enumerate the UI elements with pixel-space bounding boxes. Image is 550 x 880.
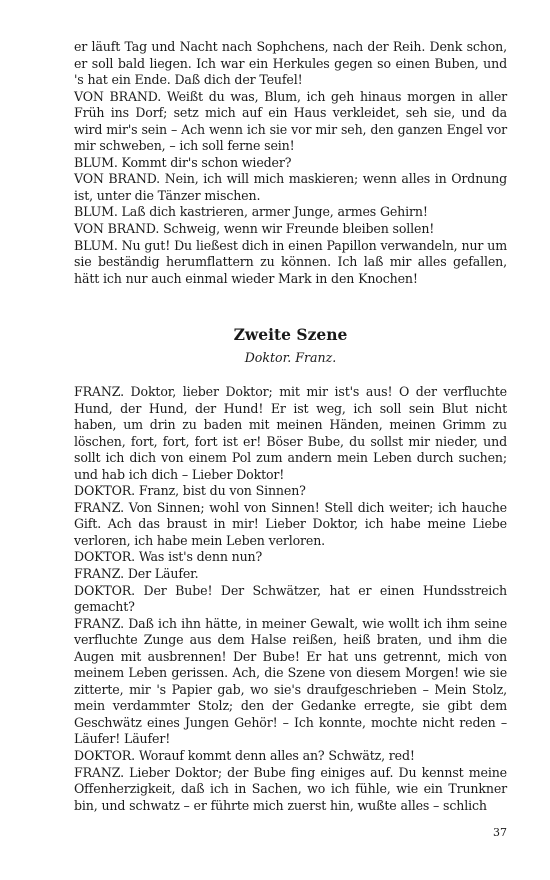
paragraph: BLUM. Kommt dir's schon wieder? <box>74 154 292 170</box>
scene-title: Zweite Szene <box>233 325 348 344</box>
paragraph: FRANZ. Von Sinnen; wohl von Sinnen! Stell dich weiter; ich hauche Gift. Ach das braust in mir! Lieber Doktor, ich habe meine Liebe verloren, ich habe mein Leben verloren. <box>74 499 507 548</box>
paragraph: DOKTOR. Worauf kommt denn alles an? Schwätz, red! <box>74 748 415 764</box>
paragraph: er läuft Tag und Nacht nach Sophchens, nach der Reih. Denk schon, er soll bald liegen. Ich war ein Herkules gegen so einen Buben, und 's hat ein Ende. Daß dich der Teufel! <box>74 39 507 88</box>
paragraph: DOKTOR. Der Bube! Der Schwätzer, hat er einen Hundsstreich gemacht? <box>74 582 507 615</box>
paragraph: FRANZ. Der Läufer. <box>74 566 199 582</box>
paragraph: VON BRAND. Weißt du was, Blum, ich geh hinaus morgen in aller Früh ins Dorf; setz mich auf ein Haus verkleidet, seh sie, und da wird mir's sein – Ach wenn ich sie vor mir seh, den ganzen Engel vor mir schweben, – ich soll ferne sein! <box>74 88 507 154</box>
paragraph: FRANZ. Daß ich ihn hätte, in meiner Gewalt, wie wollt ich ihm seine verfluchte Zunge aus dem Halse reißen, heiß braten, und ihm die Augen mit ausbrennen! Der Bube! Er hat uns getrennt, mich von meinem Leben gerissen. Ach, die Szene von diesem Morgen! wie sie zitterte, mir 's Papier gab, wo sie's draufgeschrieben – Mein Stolz, mein verdammter Stolz; den der Gedanke erregte, sie gibt dem Geschwätz eines Jungen Gehör! – Ich konnte, mochte nicht reden – Läufer! Läufer! <box>74 615 507 747</box>
paragraph: VON BRAND. Schweig, wenn wir Freunde bleiben sollen! <box>74 221 435 237</box>
paragraph: DOKTOR. Was ist's denn nun? <box>74 549 263 565</box>
paragraph: BLUM. Nu gut! Du ließest dich in einen Papillon verwandeln, nur um sie beständig herumflattern zu können. Ich laß mir alles gefallen, hätt ich nur auch einmal wieder Mark in den Knochen! <box>74 237 507 286</box>
paragraph: BLUM. Laß dich kastrieren, armer Junge, armes Gehirn! <box>74 204 428 220</box>
dialogue-block-top <box>74 39 507 287</box>
scene-persons: Doktor. Franz. <box>244 350 337 365</box>
paragraph: VON BRAND. Nein, ich will mich maskieren; wenn alles in Ordnung ist, unter die Tänzer mischen. <box>74 171 507 203</box>
dialogue-block-bottom <box>74 384 507 814</box>
page-number: 37 <box>493 826 507 839</box>
paragraph: FRANZ. Lieber Doktor; der Bube fing einiges auf. Du kennst meine Offenherzigkeit, daß ich in Sachen, wo ich fühle, wie ein Trunkner bin, und schwatz – er führte mich zuerst hin, wußte alles – schlich <box>74 764 507 813</box>
paragraph: FRANZ. Doktor, lieber Doktor; mit mir ist's aus! O der verfluchte Hund, der Hund, der Hund! Er ist weg, ich soll sein Blut nicht haben, um drin zu baden mit meinen Händen, meinen Grimm zu löschen, fort, fort, fort ist er! Böser Bube, du sollst mir nieder, und sollt ich dich von einem Pol zum andern mein Leben durch suchen; und hab ich dich – Lieber Doktor! <box>74 384 507 482</box>
paragraph: DOKTOR. Franz, bist du von Sinnen? <box>74 483 306 499</box>
